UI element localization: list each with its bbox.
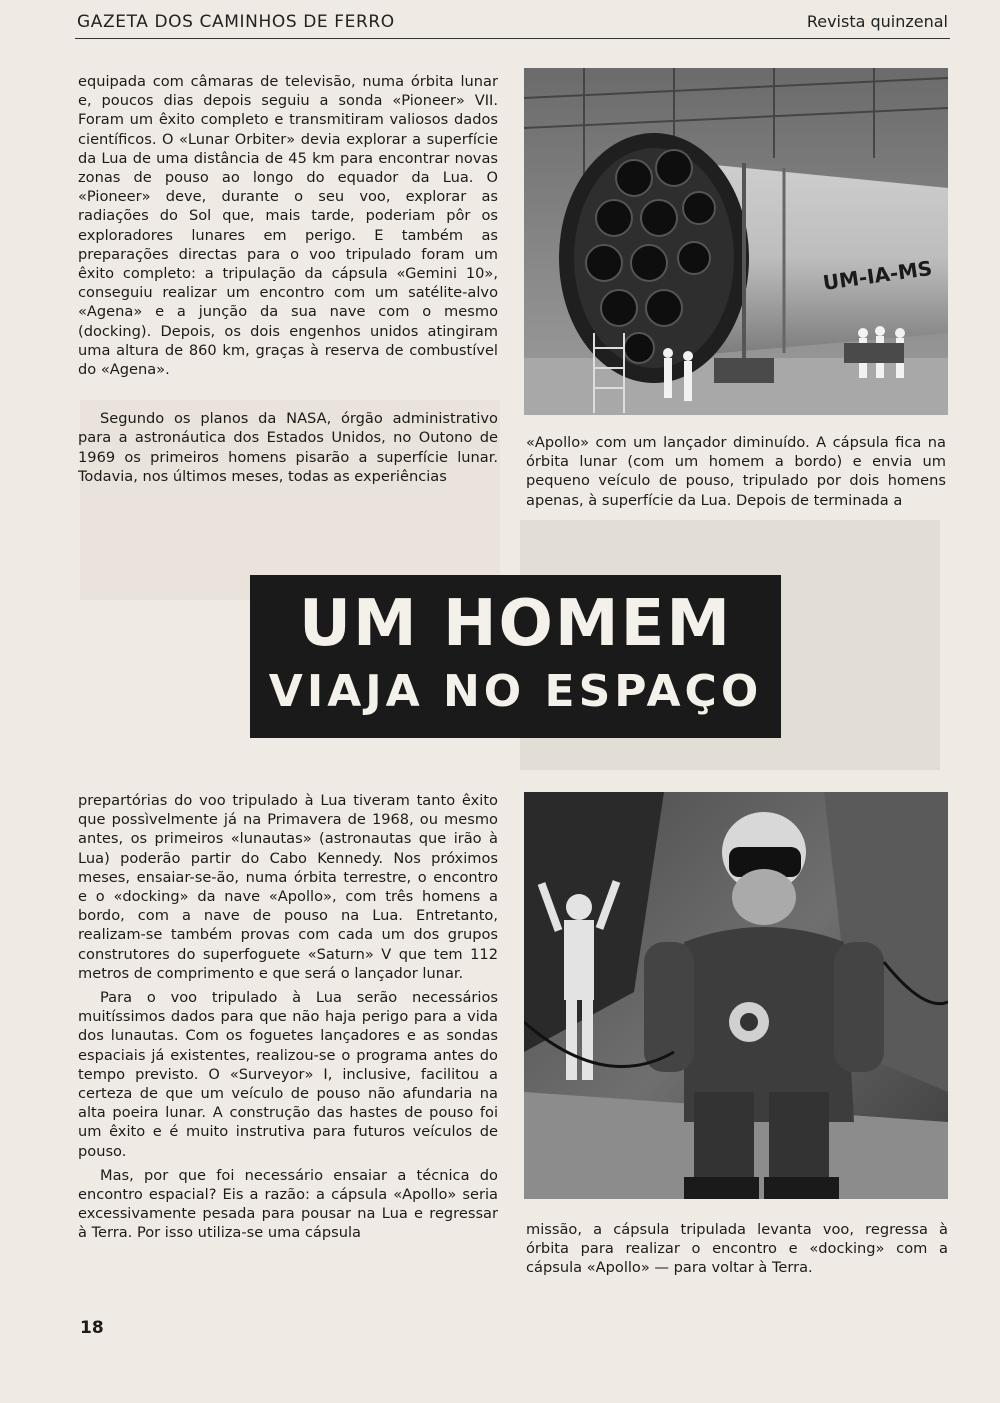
rocket-stage-photo — [524, 68, 948, 415]
astronaut-illustration — [524, 792, 948, 1199]
page-number: 18 — [80, 1318, 104, 1338]
left-column-bottom — [78, 791, 498, 1243]
rocket-stage-illustration — [524, 68, 948, 415]
rocket-label: UM-IA-MS — [821, 255, 934, 295]
astronaut-photo — [524, 792, 948, 1199]
header-rule — [75, 38, 950, 39]
right-column-top — [526, 433, 946, 510]
paragraph-right-1: «Apollo» com um lançador diminuído. A cápsula fica na órbita lunar (com um homem a bordo) e envia um pequeno veículo de pouso, tripulado por dois homens apenas, à superfície da Lua. Depois de terminada a — [526, 434, 946, 509]
publication-title: GAZETA DOS CAMINHOS DE FERRO — [77, 12, 395, 32]
paragraph-right-2: missão, a cápsula tripulada levanta voo, regressa à órbita para realizar o encontro e «docking» com a cápsula «Apollo» — para voltar à Terra. — [526, 1221, 948, 1277]
left-column-top — [78, 72, 498, 486]
paragraph-3: prepartórias do voo tripulado à Lua tiveram tanto êxito que possìvelmente já na Primavera de 1968, ou mesmo antes, os primeiros «lunautas» (astronautas que irão à Lua) poderão partir do Cabo Kennedy. Nos próximos meses, ensaiar-se-ão, numa órbita terrestre, o encontro e o «docking» da nave «Apollo», com três homens a bordo, com a nave de pouso na Lua. Entretanto, realizam-se também provas com cada um dos grupos construtores do superfoguete «Saturn» V que tem 112 metros de comprimento e que será o lançador lunar. — [78, 792, 498, 982]
article-title-block — [250, 575, 781, 738]
paragraph-5: Mas, por que foi necessário ensaiar a técnica do encontro espacial? Eis a razão: a cápsula «Apollo» seria excessivamente pesada para pousar na Lua e regressar à Terra. Por isso utiliza-se uma cápsula — [78, 1166, 498, 1242]
right-column-bottom — [526, 1220, 948, 1278]
paragraph-1: equipada com câmaras de televisão, numa órbita lunar e, poucos dias depois seguiu a sonda «Pioneer» VII. Foram um êxito completo e transmitiram valiosos dados científicos. O «Lunar Orbiter» devia explorar a superfície da Lua de uma distância de 45 km para encontrar novas zonas de pouso ao longo do equador da Lua. O «Pioneer» deve, durante o seu voo, explorar as radiações do Sol que, mais tarde, poderiam pôr os exploradores lunares em perigo. E também as preparações directas para o voo tripulado foram um êxito completo: a tripulação da cápsula «Gemini 10», conseguiu realizar um encontro com um satélite-alvo «Agena» e a junção da sua nave com o mesmo (docking). Depois, os dois engenhos unidos atingiram uma altura de 860 km, graças à reserva de combustível do «Agena». — [78, 73, 498, 379]
publication-frequency: Revista quinzenal — [806, 12, 948, 31]
article-title-line-2: VIAJA NO ESPAÇO — [268, 666, 763, 717]
article-title-line-1: UM HOMEM — [299, 587, 732, 661]
paragraph-2: Segundo os planos da NASA, órgão administrativo para a astronáutica dos Estados Unidos, no Outono de 1969 os primeiros homens pisarão a superfície lunar. Todavia, nos últimos meses, todas as experiências — [78, 410, 498, 485]
paragraph-4: Para o voo tripulado à Lua serão necessários muitíssimos dados para que não haja perigo para a vida dos lunautas. Com os foguetes lançadores e as sondas espaciais já existentes, realizou-se o programa antes do tempo previsto. O «Surveyor» I, inclusive, facilitou a certeza de que um veículo de pouso não afundaria na alta poeira lunar. A construção das hastes de pouso foi um êxito e é muito instrutiva para futuros veículos de pouso. — [78, 989, 498, 1160]
